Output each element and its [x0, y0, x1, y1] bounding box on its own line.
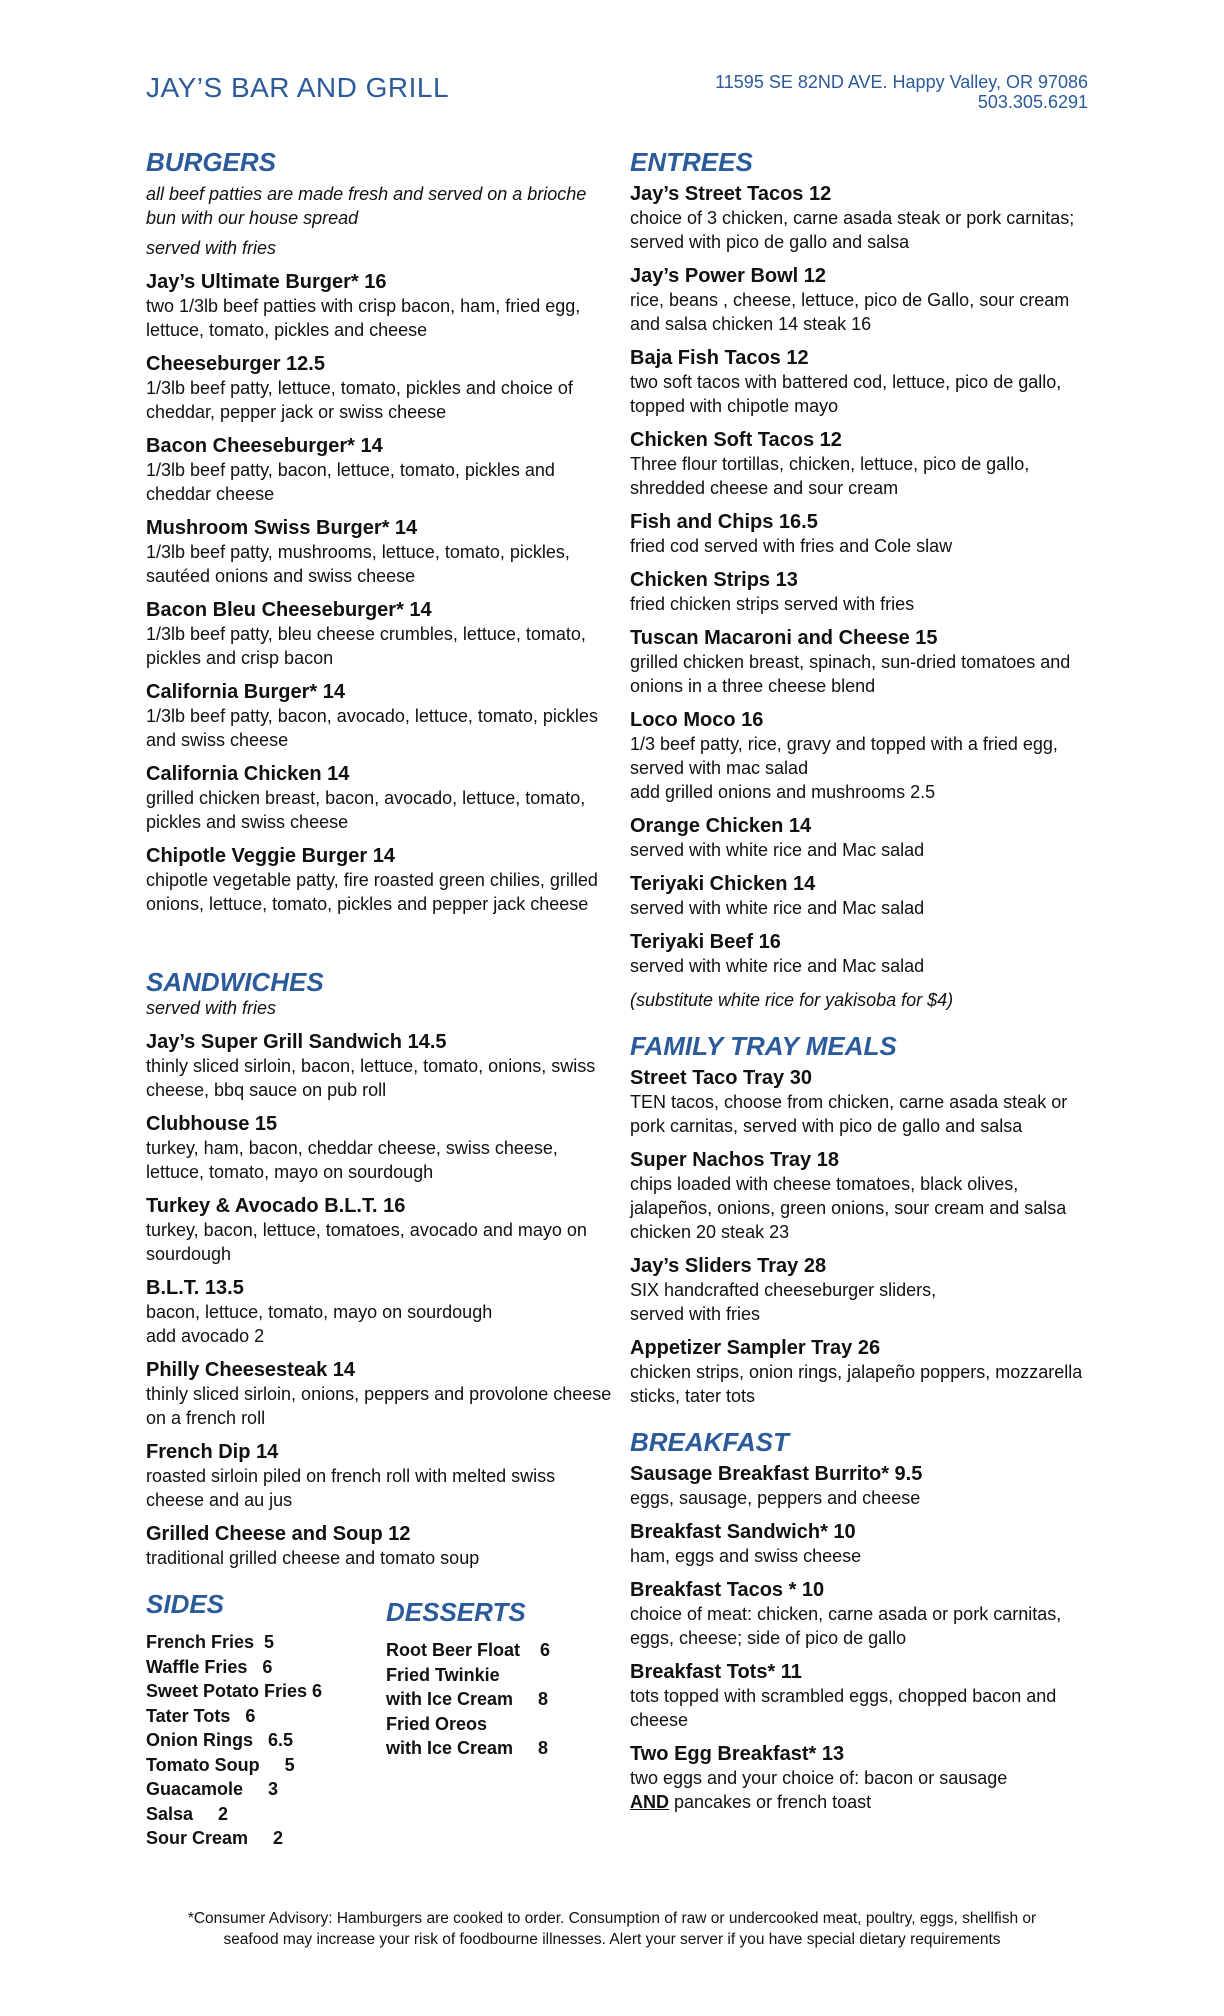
sides-list-item: French Fries 5 — [146, 1632, 275, 1652]
menu-item-description: served with white rice and Mac salad — [630, 840, 925, 860]
menu-item — [146, 844, 616, 916]
sides-list-item: Tomato Soup 5 — [146, 1754, 295, 1775]
menu-item-description: 1/3lb beef patty, lettuce, tomato, pickles and choice of cheddar, pepper jack or swiss cheese — [146, 378, 573, 422]
menu-item — [630, 1742, 1100, 1814]
menu-item — [630, 1066, 1100, 1138]
menu-item-name: Breakfast Tacos * 10 — [630, 1579, 825, 1601]
menu-item-name: Fish and Chips 16.5 — [630, 511, 818, 533]
sides-list-item: Sour Cream 2 — [146, 1828, 284, 1848]
right-column — [630, 146, 1100, 1814]
menu-item-name: Tuscan Macaroni and Cheese 15 — [630, 627, 938, 649]
menu-item — [146, 1358, 616, 1430]
consumer-advisory — [0, 1908, 1224, 1950]
menu-item — [630, 510, 1100, 558]
sides-list-item: Sweet Potato Fries 6 — [146, 1681, 323, 1701]
menu-item — [630, 1660, 1100, 1732]
menu-item-description: chips loaded with cheese tomatoes, black olives, jalapeños, onions, green onions, sour cream and salsa chicken 20 steak 23 — [630, 1174, 1067, 1242]
advisory-line: *Consumer Advisory: Hamburgers are cooked to order. Consumption of raw or undercooked meat, poultry, eggs, shellfish or — [187, 1910, 1037, 1927]
sides-list-item: Waffle Fries 6 — [146, 1656, 273, 1677]
menu-item — [630, 626, 1100, 698]
desserts-list-item: with Ice Cream 8 — [386, 1689, 549, 1709]
menu-item-description: choice of 3 chicken, carne asada steak or pork carnitas; served with pico de gallo and salsa — [630, 208, 1075, 252]
sides-list-item: Onion Rings 6.5 — [146, 1730, 294, 1750]
menu-item-description: fried chicken strips served with fries — [630, 594, 915, 614]
menu-item-addon: add grilled onions and mushrooms 2.5 — [630, 782, 936, 802]
entrees-note: (substitute white rice for yakisoba for $4) — [630, 990, 954, 1010]
menu-item — [146, 516, 616, 588]
menu-item — [630, 814, 1100, 862]
desserts-list-item: Fried Oreos — [386, 1713, 488, 1734]
menu-item — [146, 352, 616, 424]
menu-item-description: turkey, bacon, lettuce, tomatoes, avocado and mayo on sourdough — [146, 1220, 587, 1264]
menu-item-name: B.L.T. 13.5 — [146, 1277, 244, 1299]
menu-item-name: Cheeseburger 12.5 — [146, 353, 325, 375]
menu-item-addon: add avocado 2 — [146, 1326, 265, 1346]
menu-item-description: two 1/3lb beef patties with crisp bacon, ham, fried egg, lettuce, tomato, pickles and cheese — [146, 296, 581, 340]
menu-item-description: 1/3 beef patty, rice, gravy and topped with a fried egg, served with mac salad — [630, 734, 1058, 778]
menu-item — [630, 264, 1100, 336]
menu-item-name: Chipotle Veggie Burger 14 — [146, 845, 395, 867]
menu-item-name: Two Egg Breakfast* 13 — [630, 1743, 845, 1765]
menu-item-name: Chicken Soft Tacos 12 — [630, 429, 842, 451]
menu-item-name: Jay’s Super Grill Sandwich 14.5 — [146, 1031, 447, 1053]
menu-item — [630, 182, 1100, 254]
menu-item — [630, 1254, 1100, 1326]
address-line: 11595 SE 82ND AVE. Happy Valley, OR 97086 — [715, 72, 1088, 92]
menu-item-name: Appetizer Sampler Tray 26 — [630, 1337, 881, 1359]
menu-item — [630, 1148, 1100, 1244]
menu-item-name: Breakfast Tots* 11 — [630, 1661, 802, 1683]
section-title: DESSERTS — [386, 1597, 526, 1627]
menu-item-description: chipotle vegetable patty, fire roasted green chilies, grilled onions, lettuce, tomato, pickles and pepper jack cheese — [146, 870, 598, 914]
menu-item-description: served with white rice and Mac salad — [630, 956, 925, 976]
menu-item — [630, 708, 1100, 804]
menu-item-name: Street Taco Tray 30 — [630, 1067, 812, 1089]
menu-item — [630, 568, 1100, 616]
menu-item-description: rice, beans , cheese, lettuce, pico de Gallo, sour cream and salsa chicken 14 steak 16 — [630, 290, 1070, 334]
menu-item-description-line — [630, 1790, 1100, 1814]
restaurant-address — [715, 72, 1088, 112]
menu-item-description: grilled chicken breast, spinach, sun-dried tomatoes and onions in a three cheese blend — [630, 652, 1071, 696]
section-title: BURGERS — [146, 147, 277, 177]
menu-item-name: Clubhouse 15 — [146, 1113, 278, 1135]
menu-item-name: Philly Cheesesteak 14 — [146, 1359, 356, 1381]
menu-item-description: SIX handcrafted cheeseburger sliders, — [630, 1280, 937, 1300]
menu-item — [146, 270, 616, 342]
menu-item-name: California Burger* 14 — [146, 681, 345, 703]
section-title: SANDWICHES — [146, 967, 324, 997]
menu-item-description: 1/3lb beef patty, bacon, lettuce, tomato, pickles and cheddar cheese — [146, 460, 555, 504]
breakfast-section — [630, 1426, 1100, 1814]
left-column — [146, 146, 616, 1851]
section-note: served with fries — [146, 998, 277, 1018]
menu-item-description: turkey, ham, bacon, cheddar cheese, swiss cheese, lettuce, tomato, mayo on sourdough — [146, 1138, 558, 1182]
menu-item-name: Orange Chicken 14 — [630, 815, 812, 837]
menu-item — [146, 1030, 616, 1102]
family-tray-section — [630, 1030, 1100, 1408]
desserts-list-item: with Ice Cream 8 — [386, 1738, 549, 1758]
menu-item-description: chicken strips, onion rings, jalapeño poppers, mozzarella sticks, tater tots — [630, 1362, 1083, 1406]
desserts-section — [386, 1588, 616, 1851]
menu-item-name: Jay’s Ultimate Burger* 16 — [146, 271, 387, 293]
menu-item-description: served with white rice and Mac salad — [630, 898, 925, 918]
menu-item-name: French Dip 14 — [146, 1441, 279, 1463]
menu-item-name: Sausage Breakfast Burrito* 9.5 — [630, 1463, 923, 1485]
menu-item — [146, 1440, 616, 1512]
section-note: all beef patties are made fresh and served on a brioche bun with our house spread — [146, 184, 587, 228]
menu-item-name: Loco Moco 16 — [630, 709, 764, 731]
menu-item-description: traditional grilled cheese and tomato soup — [146, 1548, 480, 1568]
menu-item-name: Turkey & Avocado B.L.T. 16 — [146, 1195, 406, 1217]
sandwiches-section — [146, 966, 616, 1570]
menu-item — [146, 680, 616, 752]
menu-item-description: two eggs and your choice of: bacon or sausage — [630, 1768, 1008, 1788]
menu-item — [630, 428, 1100, 500]
menu-item-description: ham, eggs and swiss cheese — [630, 1546, 862, 1566]
menu-item-name: Bacon Bleu Cheeseburger* 14 — [146, 599, 432, 621]
menu-item-name: Grilled Cheese and Soup 12 — [146, 1523, 411, 1545]
menu-item-description: two soft tacos with battered cod, lettuce, pico de gallo, topped with chipotle mayo — [630, 372, 1062, 416]
restaurant-name: JAY’S BAR AND GRILL — [146, 72, 450, 103]
entrees-section — [630, 146, 1100, 1012]
emphasis-word: AND — [630, 1792, 669, 1812]
menu-item — [630, 872, 1100, 920]
section-title: FAMILY TRAY MEALS — [630, 1031, 897, 1061]
sides-list-item: Salsa 2 — [146, 1803, 229, 1824]
menu-item — [630, 1462, 1100, 1510]
menu-item-name: Mushroom Swiss Burger* 14 — [146, 517, 418, 539]
menu-item-name: Teriyaki Chicken 14 — [630, 873, 816, 895]
menu-item-name: Bacon Cheeseburger* 14 — [146, 435, 383, 457]
menu-item-description: eggs, sausage, peppers and cheese — [630, 1488, 921, 1508]
menu-item — [630, 930, 1100, 978]
menu-item — [146, 1276, 616, 1348]
menu-item-name: Super Nachos Tray 18 — [630, 1149, 839, 1171]
advisory-line: seafood may increase your risk of foodbourne illnesses. Alert your server if you have special dietary requirements — [223, 1931, 1001, 1948]
menu-item — [146, 434, 616, 506]
menu-item-description: grilled chicken breast, bacon, avocado, lettuce, tomato, pickles and swiss cheese — [146, 788, 586, 832]
menu-item-name: Teriyaki Beef 16 — [630, 931, 781, 953]
desserts-list-item: Fried Twinkie — [386, 1664, 500, 1685]
sides-section — [146, 1588, 386, 1851]
menu-item-description: thinly sliced sirloin, onions, peppers and provolone cheese on a french roll — [146, 1384, 612, 1428]
menu-item — [146, 598, 616, 670]
menu-item-description: Three flour tortillas, chicken, lettuce, pico de gallo, shredded cheese and sour cream — [630, 454, 1030, 498]
section-title: ENTREES — [630, 147, 753, 177]
menu-item-name: Chicken Strips 13 — [630, 569, 798, 591]
menu-item-name: Breakfast Sandwich* 10 — [630, 1521, 856, 1543]
menu-item-description: roasted sirloin piled on french roll with melted swiss cheese and au jus — [146, 1466, 556, 1510]
menu-item-addon: served with fries — [630, 1304, 761, 1324]
phone-number: 503.305.6291 — [977, 92, 1088, 112]
menu-item — [146, 762, 616, 834]
section-note: served with fries — [146, 238, 277, 258]
menu-item-name: Jay’s Sliders Tray 28 — [630, 1255, 827, 1277]
desserts-list-item: Root Beer Float 6 — [386, 1640, 551, 1660]
menu-item-description: choice of meat: chicken, carne asada or pork carnitas, eggs, cheese; side of pico de gallo — [630, 1604, 1062, 1648]
menu-item-description: thinly sliced sirloin, bacon, lettuce, tomato, onions, swiss cheese, bbq sauce on pub roll — [146, 1056, 596, 1100]
menu-item-name: Baja Fish Tacos 12 — [630, 347, 809, 369]
menu-item-description: tots topped with scrambled eggs, chopped bacon and cheese — [630, 1686, 1057, 1730]
desserts-list — [386, 1638, 616, 1761]
menu-item-name: California Chicken 14 — [146, 763, 350, 785]
section-title: BREAKFAST — [630, 1427, 789, 1457]
menu-item-description: bacon, lettuce, tomato, mayo on sourdough — [146, 1302, 493, 1322]
menu-item — [630, 346, 1100, 418]
sides-desserts-row — [146, 1588, 616, 1851]
menu-item-description: 1/3lb beef patty, bacon, avocado, lettuce, tomato, pickles and swiss cheese — [146, 706, 598, 750]
menu-item — [146, 1194, 616, 1266]
menu-item-name: Jay’s Power Bowl 12 — [630, 265, 827, 287]
section-title: SIDES — [146, 1589, 225, 1619]
sides-list-item: Guacamole 3 — [146, 1779, 279, 1799]
menu-item — [630, 1520, 1100, 1568]
menu-item-description: 1/3lb beef patty, bleu cheese crumbles, lettuce, tomato, pickles and crisp bacon — [146, 624, 586, 668]
menu-item — [146, 1112, 616, 1184]
menu-item — [630, 1336, 1100, 1408]
menu-item-description: 1/3lb beef patty, mushrooms, lettuce, tomato, pickles, sautéed onions and swiss cheese — [146, 542, 570, 586]
sides-list-item: Tater Tots 6 — [146, 1705, 256, 1726]
menu-item — [146, 1522, 616, 1570]
menu-item-description: TEN tacos, choose from chicken, carne asada steak or pork carnitas, served with pico de gallo and salsa — [630, 1092, 1068, 1136]
sides-list — [146, 1630, 386, 1851]
description-rest: pancakes or french toast — [669, 1792, 872, 1812]
menu-item-name: Jay’s Street Tacos 12 — [630, 183, 832, 205]
menu-item — [630, 1578, 1100, 1650]
menu-item-description: fried cod served with fries and Cole slaw — [630, 536, 953, 556]
burgers-section — [146, 146, 616, 916]
